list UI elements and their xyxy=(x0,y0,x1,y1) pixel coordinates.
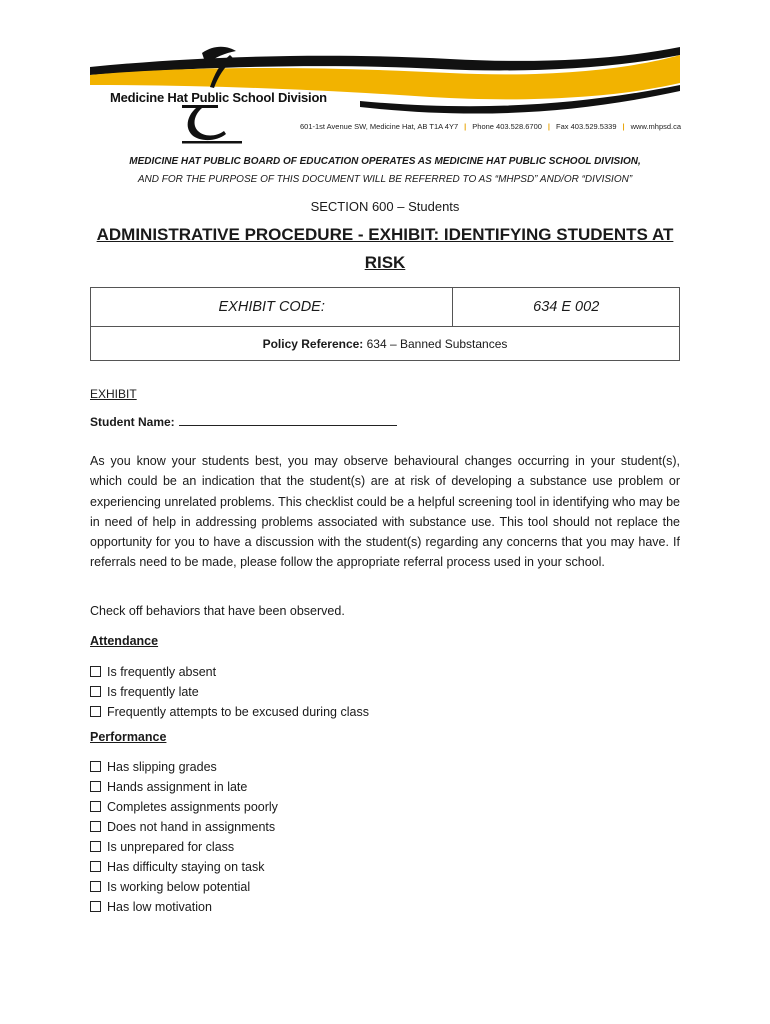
org-name: Medicine Hat Public School Division xyxy=(110,90,327,105)
checkbox[interactable] xyxy=(90,841,101,852)
attendance-checklist xyxy=(90,662,369,722)
policy-reference-label: Policy Reference: xyxy=(262,336,364,351)
checkbox[interactable] xyxy=(90,686,101,697)
policy-reference xyxy=(91,327,680,361)
attendance-heading: Attendance xyxy=(90,634,159,648)
checklist-item xyxy=(90,662,369,682)
website-link[interactable]: www.mhpsd.ca xyxy=(630,122,682,131)
checklist-item-label: Hands assignment in late xyxy=(107,780,248,794)
exhibit-code-table xyxy=(90,287,680,361)
checklist-item-label: Has low motivation xyxy=(107,900,212,914)
checkbox[interactable] xyxy=(90,901,101,912)
checklist-item-label: Does not hand in assignments xyxy=(107,820,276,834)
checkbox[interactable] xyxy=(90,781,101,792)
section-heading: SECTION 600 – Students xyxy=(310,199,460,214)
phone-text: Phone 403.528.6700 xyxy=(472,122,542,131)
checklist-item xyxy=(90,702,369,722)
checklist-item xyxy=(90,797,278,817)
checkbox[interactable] xyxy=(90,801,101,812)
policy-reference-value: 634 – Banned Substances xyxy=(363,336,508,351)
checklist-item-label: Is frequently late xyxy=(107,685,199,699)
checklist-item-label: Frequently attempts to be excused during class xyxy=(107,705,369,719)
checkbox[interactable] xyxy=(90,861,101,872)
checkbox[interactable] xyxy=(90,821,101,832)
checkbox[interactable] xyxy=(90,706,101,717)
board-notice-line2: AND FOR THE PURPOSE OF THIS DOCUMENT WILL BE REFERRED TO AS “MHPSD” AND/OR “DIVISION” xyxy=(137,174,633,185)
address-text: 601-1st Avenue SW, Medicine Hat, AB T1A 4Y7 xyxy=(300,122,459,131)
exhibit-code-label: EXHIBIT CODE: xyxy=(91,288,453,327)
performance-checklist xyxy=(90,757,278,917)
student-name-label: Student Name: xyxy=(90,415,175,429)
check-instruction: Check off behaviors that have been observed. xyxy=(90,604,345,618)
student-name-row xyxy=(90,413,397,429)
checklist-item-label: Is unprepared for class xyxy=(107,840,235,854)
checklist-item xyxy=(90,877,278,897)
fax-text: Fax 403.529.5339 xyxy=(556,122,617,131)
intro-paragraph: As you know your students best, you may observe behavioural changes occurring in your student(s), which could be an indication that the student(s) are at risk of developing a substance use problem or experiencing unrelated problems. This checklist could be a helpful screening tool in identifying who may be in need of help in addressing problems associated with substance use. This tool should not replace the opportunity for you to have a discussion with the student(s) regarding any concerns that you may have. If referrals need to be made, please follow the appropriate referral process used in your school. xyxy=(90,454,680,570)
document-title: ADMINISTRATIVE PROCEDURE - EXHIBIT: IDENTIFYING STUDENTS AT RISK xyxy=(96,225,674,272)
checklist-item-label: Has difficulty staying on task xyxy=(107,860,265,874)
checklist-item-label: Is working below potential xyxy=(107,880,251,894)
checkbox[interactable] xyxy=(90,761,101,772)
checklist-item-label: Completes assignments poorly xyxy=(107,800,278,814)
board-notice-line1: MEDICINE HAT PUBLIC BOARD OF EDUCATION OPERATES AS MEDICINE HAT PUBLIC SCHOOL DIVISION, xyxy=(129,156,641,167)
student-name-field[interactable] xyxy=(179,413,397,426)
checklist-item-label: Is frequently absent xyxy=(107,665,217,679)
checklist-item xyxy=(90,897,278,917)
checklist-item-label: Has slipping grades xyxy=(107,760,217,774)
letterhead xyxy=(90,45,680,150)
checklist-item xyxy=(90,837,278,857)
checklist-item xyxy=(90,817,278,837)
exhibit-label: EXHIBIT xyxy=(90,387,137,401)
checklist-item xyxy=(90,857,278,877)
checklist-item xyxy=(90,777,278,797)
contact-line: 601-1st Avenue SW, Medicine Hat, AB T1A 4Y7 | Phone 403.528.6700 | Fax 403.529.5339 | www.mhpsd.ca xyxy=(300,122,682,131)
checkbox[interactable] xyxy=(90,666,101,677)
checklist-item xyxy=(90,757,278,777)
checkbox[interactable] xyxy=(90,881,101,892)
checklist-item xyxy=(90,682,369,702)
performance-heading: Performance xyxy=(90,730,167,744)
exhibit-code-value: 634 E 002 xyxy=(453,288,680,327)
